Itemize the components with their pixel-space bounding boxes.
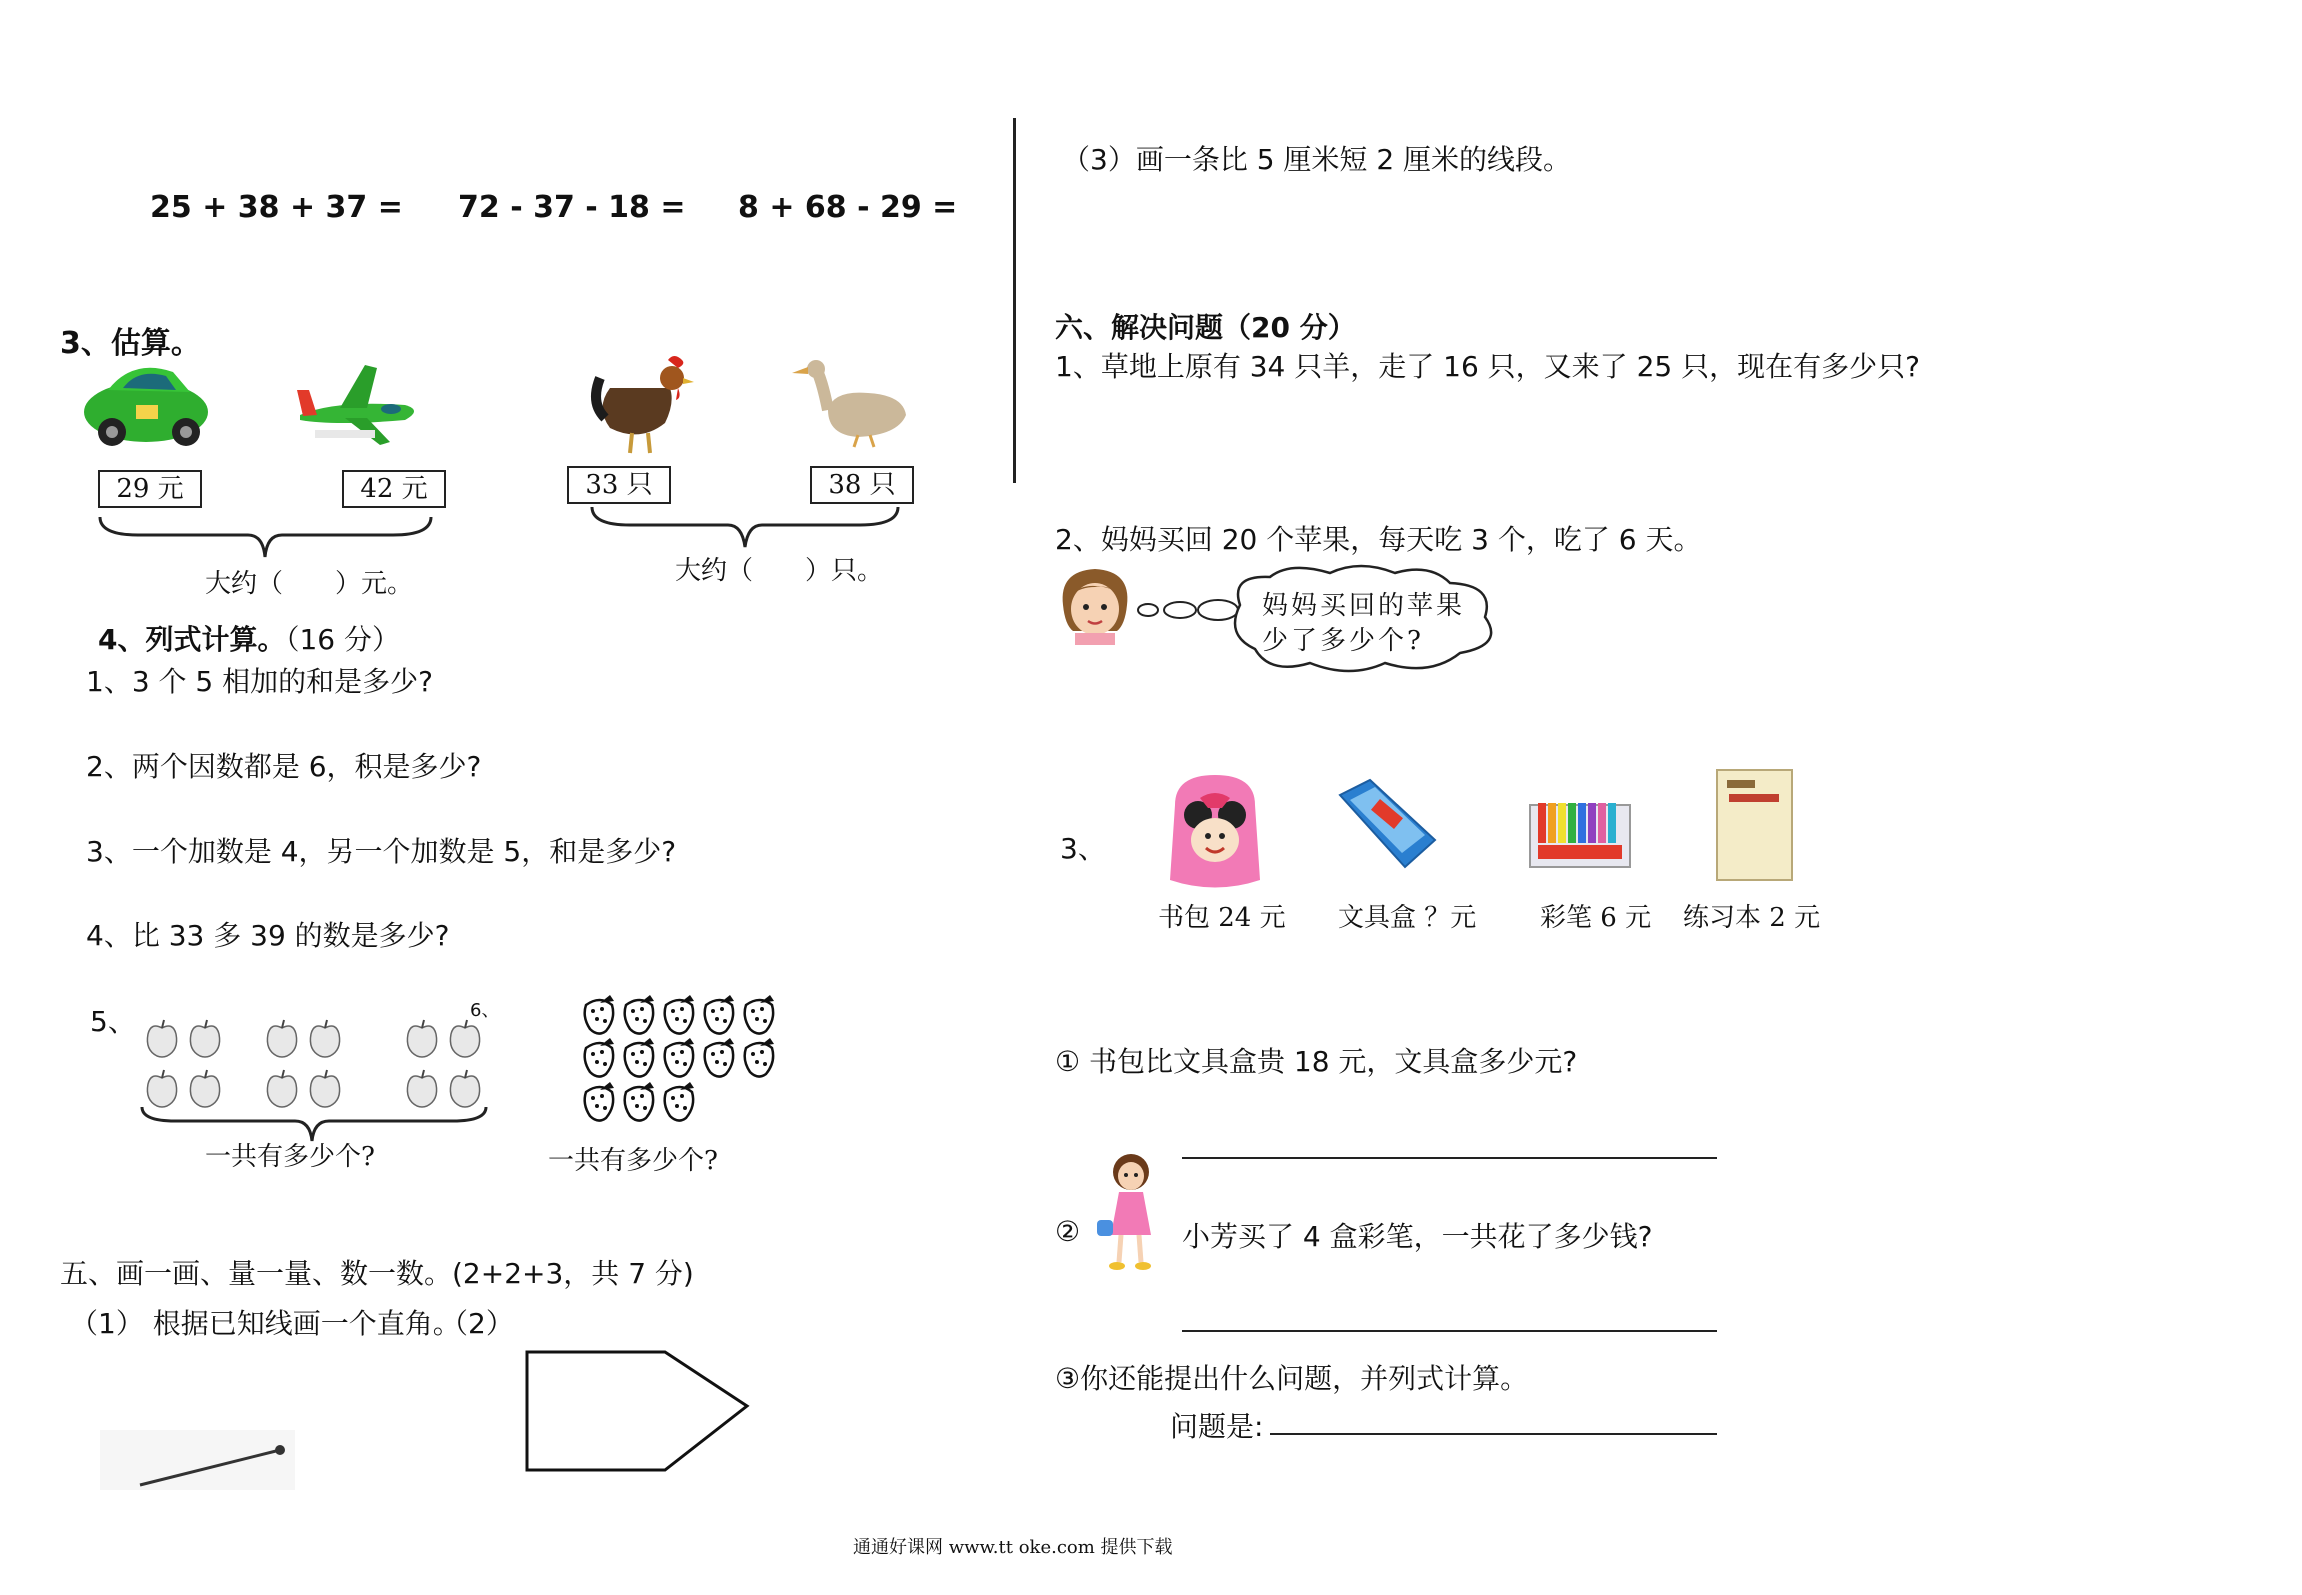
estimate-answer-yuan: 大约（ ）元。 — [205, 569, 414, 599]
price-tag-car: 29 元 — [98, 470, 202, 508]
count-tag-rooster: 33 只 — [567, 466, 671, 504]
solve-sub-2-num: ② — [1055, 1215, 1081, 1248]
rooster-icon — [590, 348, 700, 458]
toy-plane-icon — [295, 360, 425, 450]
equation-1: 25 + 38 + 37 = — [150, 190, 403, 225]
calc-item-5-label: 5、 — [90, 1005, 136, 1038]
estimate-heading: 3、估算。 — [60, 326, 201, 361]
answer-line-1 — [1182, 1157, 1717, 1159]
solve-sub-3: ③你还能提出什么问题，并列式计算。 — [1055, 1362, 1529, 1395]
toy-car-icon — [78, 350, 213, 450]
item-exercise-book: 练习本 2 元 — [1683, 903, 1821, 933]
bubble-line-1: 妈妈买回的苹果 — [1262, 591, 1466, 621]
solve-q3-label: 3、 — [1060, 832, 1106, 865]
crayons-box-icon — [1528, 795, 1633, 870]
calc-score: （16 分） — [285, 623, 401, 656]
price-tag-plane: 42 元 — [342, 470, 446, 508]
duck-icon — [788, 355, 913, 450]
calc-item-2: 2、两个因数都是 6，积是多少? — [86, 750, 482, 783]
equation-3: 8 + 68 - 29 = — [738, 190, 958, 225]
item-pencil-box: 文具盒 ？元 — [1338, 903, 1477, 933]
item-school-bag: 书包 24 元 — [1158, 903, 1286, 933]
calc-item-3: 3、一个加数是 4，另一个加数是 5，和是多少? — [86, 835, 677, 868]
calc-heading-wrap — [98, 618, 400, 658]
equation-2: 72 - 37 - 18 = — [458, 190, 686, 225]
solve-heading: 六、解决问题（20 分） — [1055, 311, 1356, 344]
apples-group-icon — [140, 1010, 490, 1120]
count-tag-duck: 38 只 — [810, 466, 914, 504]
pentagon-shape — [525, 1350, 755, 1475]
draw-heading: 五、画一画、量一量、数一数。(2+2+3，共 7 分) — [60, 1257, 694, 1290]
solve-q1: 1、草地上原有 34 只羊，走了 16 只，又来了 25 只，现在有多少只? — [1055, 350, 1920, 383]
answer-line-2 — [1182, 1330, 1717, 1332]
column-divider — [1013, 118, 1016, 483]
calc-heading: 4、列式计算。 — [98, 623, 286, 656]
apples-caption: 一共有多少个? — [205, 1142, 375, 1172]
draw-sub-2: （2） — [440, 1307, 514, 1340]
calc-item-4: 4、比 33 多 39 的数是多少? — [86, 919, 450, 952]
girl-figure-icon — [1093, 1150, 1168, 1275]
school-bag-icon — [1160, 770, 1270, 895]
exercise-book-icon — [1715, 768, 1795, 883]
question-answer-line[interactable] — [1270, 1433, 1717, 1435]
solve-q2: 2、妈妈买回 20 个苹果，每天吃 3 个，吃了 6 天。 — [1055, 523, 1702, 556]
item-crayons: 彩笔 6 元 — [1540, 903, 1652, 933]
question-label: 问题是: — [1170, 1410, 1264, 1443]
solve-sub-2: 小芳买了 4 盒彩笔，一共花了多少钱? — [1182, 1220, 1653, 1253]
brace-left — [98, 515, 433, 560]
estimate-answer-zhi: 大约（ ）只。 — [675, 556, 884, 586]
solve-sub-1: ① 书包比文具盒贵 18 元，文具盒多少元? — [1055, 1045, 1578, 1078]
strawberries-caption: 一共有多少个? — [548, 1146, 718, 1176]
brace-right — [590, 505, 900, 550]
pencil-box-icon — [1330, 775, 1440, 875]
footer-source: 通通好课网 www.tt oke.com 提供下载 — [853, 1537, 1173, 1558]
mother-avatar-icon — [1055, 565, 1135, 645]
bubble-line-2: 少了多少个? — [1262, 626, 1424, 656]
calc-item-6-label: 6、 — [470, 1000, 500, 1021]
given-line-segment — [100, 1420, 300, 1500]
calc-item-1: 1、3 个 5 相加的和是多少? — [86, 665, 434, 698]
draw-sub-1: （1） 根据已知线画一个直角。 — [70, 1307, 461, 1340]
strawberries-group-icon — [575, 990, 795, 1130]
draw-sub-3: （3）画一条比 5 厘米短 2 厘米的线段。 — [1062, 143, 1572, 176]
